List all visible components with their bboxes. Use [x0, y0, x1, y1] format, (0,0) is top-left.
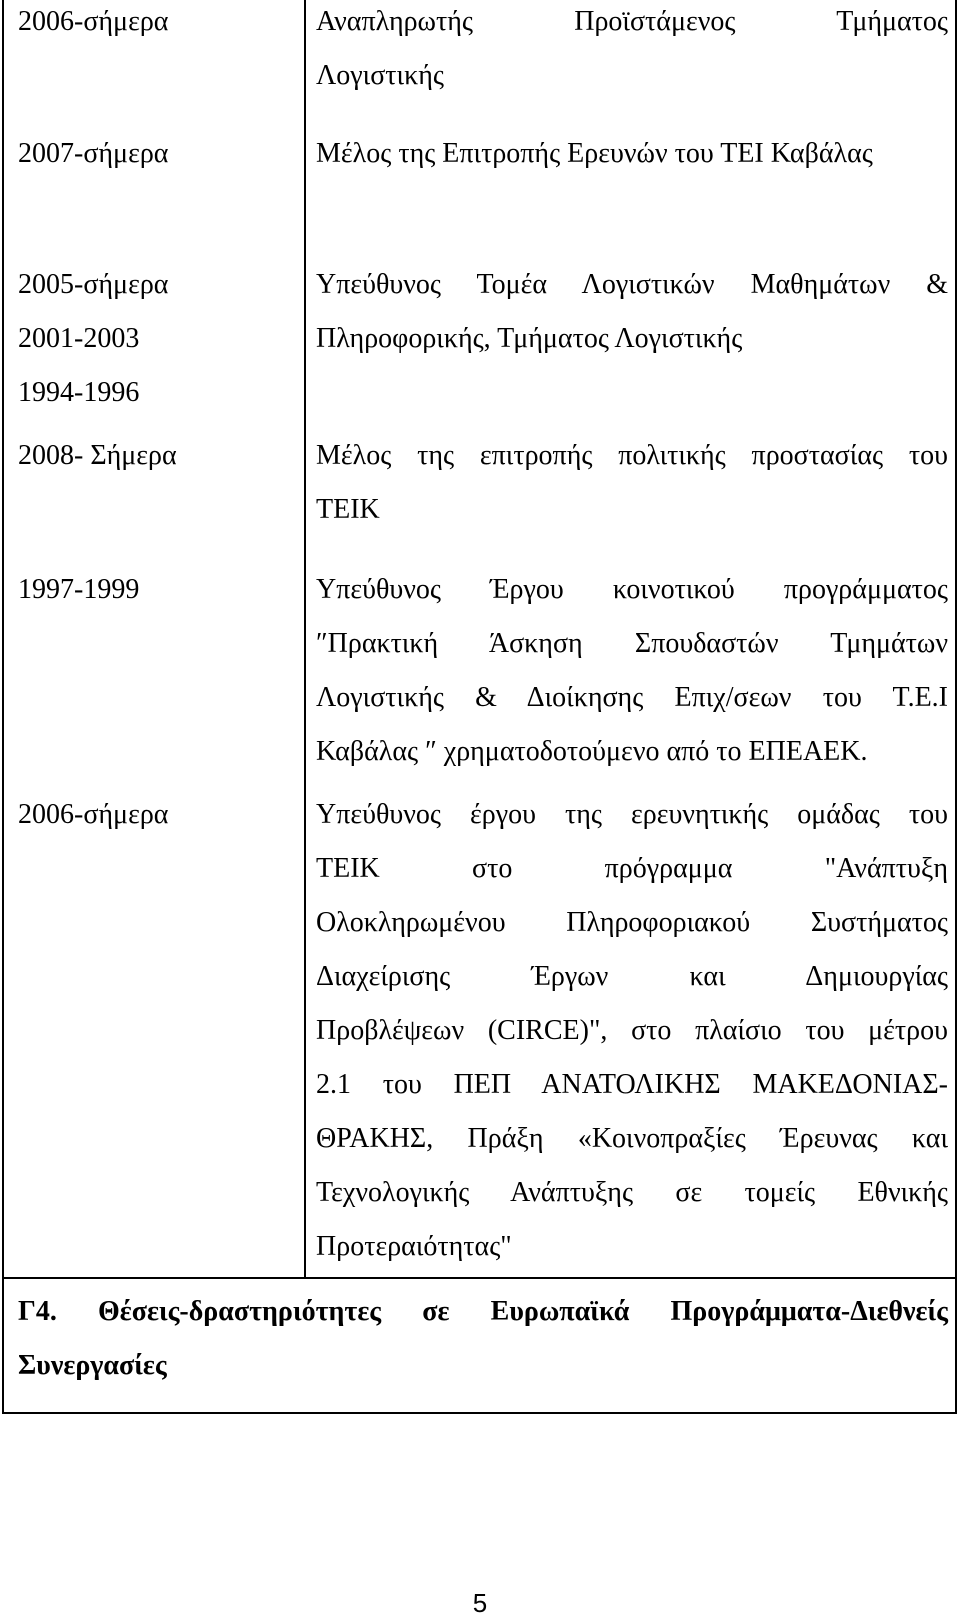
section-heading-line: Συνεργασίες — [18, 1350, 167, 1381]
description-cell — [316, 0, 948, 103]
page-number: 5 — [472, 1588, 488, 1618]
date-cell — [18, 258, 288, 420]
description-line: Ολοκληρωμένου Πληροφοριακού Συστήματος — [316, 907, 948, 938]
description-line: ΤΕΙΚ — [316, 494, 380, 525]
date-text: 2007-σήμερα — [18, 138, 169, 169]
date-text: 1994-1996 — [18, 377, 140, 408]
description-line: Μέλος της Επιτροπής Ερευνών του ΤΕΙ Καβάλας — [316, 138, 873, 169]
description-line: ″Πρακτική Άσκηση Σπουδαστών Τμημάτων — [316, 628, 948, 659]
section-heading-line: Γ4. Θέσεις-δραστηριότητες σε Ευρωπαϊκά Προγράμματα-Διεθνείς — [18, 1296, 948, 1327]
description-line: ΘΡΑΚΗΣ, Πράξη «Κοινοπραξίες Έρευνας και — [316, 1123, 948, 1154]
date-text: 1997-1999 — [18, 574, 140, 605]
row-separator — [4, 1277, 955, 1279]
date-text: 2008- Σήμερα — [18, 440, 177, 471]
date-cell — [18, 788, 288, 842]
description-line: Υπεύθυνος Τομέα Λογιστικών Μαθημάτων & — [316, 269, 948, 300]
description-line: Υπεύθυνος Έργου κοινοτικού προγράμματος — [316, 574, 948, 605]
date-text: 2006-σήμερα — [18, 6, 169, 37]
description-line: Υπεύθυνος έργου της ερευνητικής ομάδας του — [316, 799, 948, 830]
date-text: 2001-2003 — [18, 323, 140, 354]
description-line: Προβλέψεων (CIRCE)", στο πλαίσιο του μέτρου — [316, 1015, 948, 1046]
description-line: Προτεραιότητας" — [316, 1231, 512, 1262]
description-cell — [316, 563, 948, 779]
description-line: Λογιστικής & Διοίκησης Επιχ/σεων του Τ.Ε.Ι — [316, 682, 948, 713]
date-text: 2006-σήμερα — [18, 799, 169, 830]
cv-table — [2, 0, 957, 1414]
description-line: 2.1 του ΠΕΠ ΑΝΑΤΟΛΙΚΗΣ ΜΑΚΕΔΟΝΙΑΣ- — [316, 1069, 948, 1100]
description-line: Διαχείρισης Έργων και Δημιουργίας — [316, 961, 948, 992]
description-line: Καβάλας ″ χρηματοδοτούμενο από το ΕΠΕΑΕΚ. — [316, 736, 868, 767]
description-line: ΤΕΙΚ στο πρόγραμμα "Ανάπτυξη — [316, 853, 948, 884]
description-line: Μέλος της επιτροπής πολιτικής προστασίας του — [316, 440, 948, 471]
description-line: Πληροφορικής, Τμήματος Λογιστικής — [316, 323, 743, 354]
description-line: Λογιστικής — [316, 60, 444, 91]
description-cell — [316, 258, 948, 366]
date-text: 2005-σήμερα — [18, 269, 169, 300]
description-cell — [316, 429, 948, 537]
date-cell — [18, 0, 288, 49]
date-cell — [18, 429, 288, 483]
description-cell — [316, 127, 948, 181]
description-cell — [316, 788, 948, 1274]
description-line: Τεχνολογικής Ανάπτυξης σε τομείς Εθνικής — [316, 1177, 948, 1208]
description-line: Αναπληρωτής Προϊστάμενος Τμήματος — [316, 6, 948, 37]
date-cell — [18, 127, 288, 181]
section-heading — [18, 1285, 948, 1393]
column-divider — [304, 0, 306, 1279]
date-cell — [18, 563, 288, 617]
